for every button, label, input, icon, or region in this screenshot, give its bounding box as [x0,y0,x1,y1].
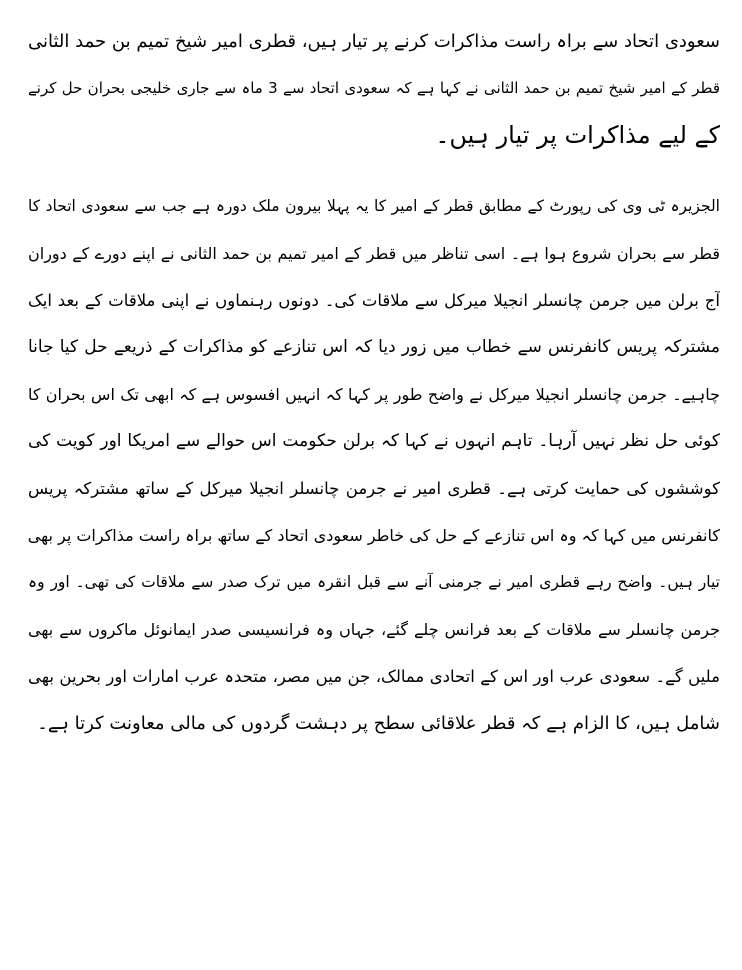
paragraph-spacer [28,159,720,183]
body-line: کانفرنس میں کہا کہ وہ اس تنازعے کے حل کی خاطر سعودی اتحاد کے ساتھ براہ راست مذاکرات پر بھی [28,526,720,545]
body-line: الجزیرہ ٹی وی کی رپورٹ کے مطابق قطر کے امیر کا یہ پہلا بیرون ملک دورہ ہے جب سے سعودی اتحاد کا [28,197,720,215]
body-paragraph [28,183,720,747]
body-line: شامل ہیں، کا الزام ہے کہ قطر علاقائی سطح پر دہشت گردوں کی مالی معاونت کرتا ہے۔ [37,713,720,734]
headline-paragraph [28,18,720,159]
body-line: تیار ہیں۔ واضح رہے قطری امیر نے جرمنی آنے سے قبل انقرہ میں ترک صدر سے ملاقات کی تھی۔ اور وہ [28,573,720,591]
body-line: کوئی حل نظر نہیں آرہا۔ تاہم انہوں نے کہا کہ برلن حکومت اس حوالے سے امریکا اور کویت کی [28,431,720,451]
body-line: آج برلن میں جرمن چانسلر انجیلا میرکل سے ملاقات کی۔ دونوں رہنماوں نے اپنی ملاقات کے بعد ایک [28,291,720,310]
body-line: ملیں گے۔ سعودی عرب اور اس کے اتحادی ممالک، جن میں مصر، متحدہ عرب امارات اور بحرین بھی [28,667,720,686]
intro-line: کے لیے مذاکرات پر تیار ہیں۔ [435,121,720,149]
body-line: چاہیے۔ جرمن چانسلر انجیلا میرکل نے واضح طور پر کہا کہ انہیں افسوس ہے کہ ابھی تک اس بحران کا [28,385,720,404]
body-line: جرمن چانسلر سے ملاقات کے بعد فرانس چلے گئے، جہاں وہ فرانسیسی صدر ایمانوئل ماکروں سے بھی [28,620,720,639]
intro-line: قطر کے امیر شیخ تمیم بن حمد الثانی نے کہا ہے کہ سعودی اتحاد سے 3 ماہ سے جاری خلیجی بحران حل کرنے [28,79,720,97]
body-line: کوششوں کی حمایت کرتی ہے۔ قطری امیر نے جرمن چانسلر انجیلا میرکل کے ساتھ مشترکہ پریس [28,479,720,498]
headline-line: سعودی اتحاد سے براہ راست مذاکرات کرنے پر تیار ہیں، قطری امیر شیخ تمیم بن حمد الثانی [28,31,720,52]
body-line: قطر سے بحران شروع ہوا ہے۔ اسی تناظر میں قطر کے امیر تمیم بن حمد الثانی نے اپنے دورے کے دوران [28,244,720,263]
body-line: مشترکہ پریس کانفرنس سے خطاب میں زور دیا کہ اس تنازعے کو مذاکرات کے ذریعے حل کیا جانا [28,337,720,357]
